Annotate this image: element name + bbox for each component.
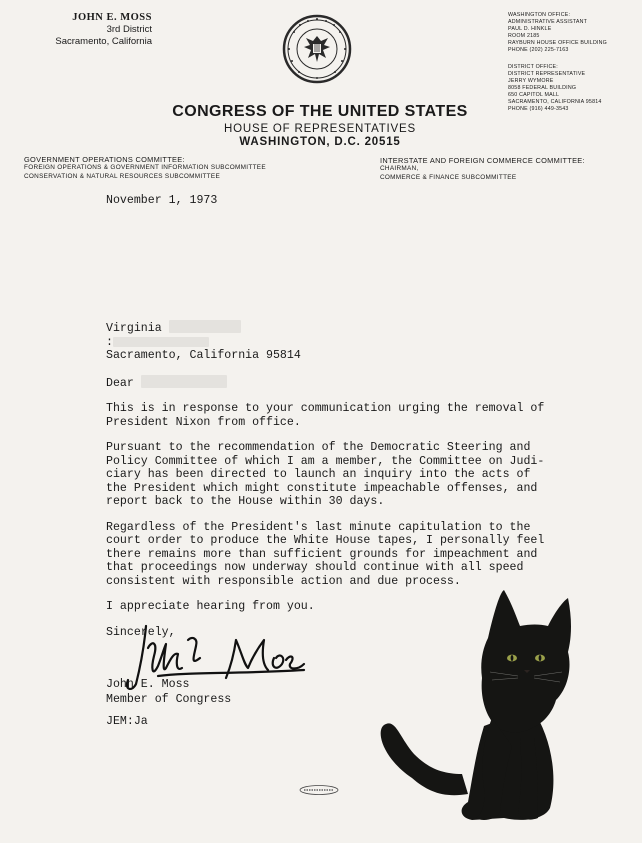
district-office-title: DISTRICT OFFICE: — [508, 64, 558, 70]
sender-name: JOHN E. MOSS — [72, 12, 152, 23]
committee-list-left — [24, 156, 344, 181]
washington-office-line: PHONE (202) 225-7163 — [508, 47, 569, 53]
washington-office-line: RAYBURN HOUSE OFFICE BUILDING — [508, 40, 607, 46]
typist-initials: JEM:Ja — [106, 715, 148, 728]
recipient-city: Sacramento, California 95814 — [106, 349, 301, 362]
black-cat-photo — [372, 588, 598, 824]
paragraph-3: Regardless of the President's last minute capitulation to the court order to produce the White House tapes, I personally feel there remains more than sufficient grounds for impeachment and that proceedings now underway should continue with all speed consistent with responsible action and due process. — [106, 520, 545, 588]
house-seal-icon — [282, 14, 352, 84]
paragraph-2: Pursuant to the recommendation of the Democratic Steering and Policy Committee of which I am a member, the Committee on Judi- ciary has been directed to launch an inquiry into the acts of the President which might constitute impeachable offenses, and report back to the House within 30 days. — [106, 441, 545, 508]
paragraph-4: I appreciate hearing from you. — [106, 600, 315, 613]
sender-city: Sacramento, California — [55, 36, 152, 47]
heading-house: HOUSE OF REPRESENTATIVES — [224, 123, 416, 135]
washington-office-line: ADMINISTRATIVE ASSISTANT — [508, 19, 588, 25]
recipient-first-name: Virginia — [106, 322, 162, 335]
washington-office-line: PAUL D. HINKLE — [508, 26, 552, 32]
redacted-salutation-name — [141, 375, 227, 388]
district-office-line: SACRAMENTO, CALIFORNIA 95814 — [508, 99, 602, 105]
committee-line: CONSERVATION & NATURAL RESOURCES SUBCOMMITTEE — [24, 172, 221, 180]
committee-line: COMMERCE & FINANCE SUBCOMMITTEE — [380, 173, 517, 181]
closing: Sincerely, — [106, 625, 176, 639]
district-office-line: 8058 FEDERAL BUILDING — [508, 85, 577, 91]
heading-congress: CONGRESS OF THE UNITED STATES — [172, 103, 468, 120]
district-office-line: PHONE (916) 449-3543 — [508, 106, 569, 112]
washington-office-info — [508, 12, 638, 54]
redacted-surname — [169, 320, 241, 333]
committee-line: FOREIGN OPERATIONS & GOVERNMENT INFORMATION SUBCOMMITTEE — [24, 164, 266, 172]
district-office-info — [508, 64, 638, 113]
letterhead-heading — [160, 103, 480, 148]
signer-title: Member of Congress — [106, 693, 232, 706]
committee-line: CHAIRMAN, — [380, 165, 419, 173]
district-office-line: 650 CAPITOL MALL — [508, 92, 560, 98]
washington-office-line: ROOM 2185 — [508, 33, 540, 39]
printer-union-label-icon — [298, 784, 340, 796]
recipient-address — [106, 320, 536, 363]
committee-title: INTERSTATE AND FOREIGN COMMERCE COMMITTEE: — [380, 156, 585, 165]
recipient-street-mark: : — [106, 335, 113, 349]
signer-name: John E. Moss — [106, 678, 190, 691]
committee-title: GOVERNMENT OPERATIONS COMMITTEE: — [24, 155, 185, 164]
sender-block — [22, 12, 152, 47]
district-office-line: JERRY WYMORE — [508, 78, 554, 84]
redacted-street — [113, 337, 209, 347]
handwritten-signature — [118, 618, 308, 698]
letter-date: November 1, 1973 — [106, 194, 218, 207]
washington-office-title: WASHINGTON OFFICE: — [508, 12, 571, 18]
district-office-line: DISTRICT REPRESENTATIVE — [508, 71, 586, 77]
paragraph-1: This is in response to your communication urging the removal of President Nixon from office. — [106, 402, 545, 429]
sender-district: 3rd District — [106, 24, 152, 35]
salutation-text: Dear — [106, 376, 134, 390]
heading-address: WASHINGTON, D.C. 20515 — [239, 136, 401, 148]
committee-list-right — [380, 157, 638, 182]
salutation — [106, 375, 536, 391]
